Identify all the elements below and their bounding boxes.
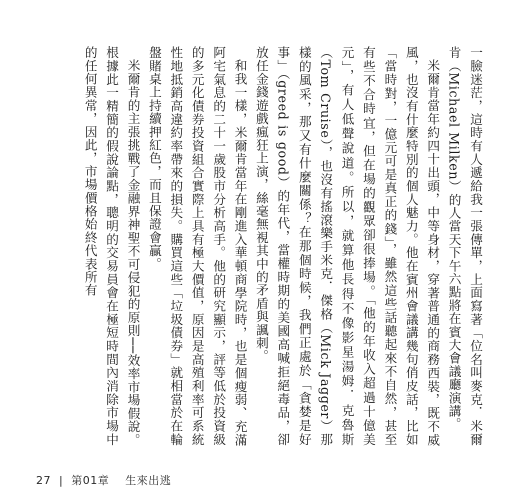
chapter-title: 生來出逃 [125, 474, 172, 487]
page-number: 27 [36, 474, 51, 487]
paragraph-continued: 一臉迷茫，這時有人遞給我一張傳單，上面寫著「位名叫麥克．米爾肯（Michael Milken）的人當天下午六點將在賓大會議廳演講。 [446, 46, 483, 446]
paragraph-wharton: 和我一樣，米爾肯當年在剛進入華頓商學院時，也是個瘦弱、充滿阿宅氣息的二十一歲股市分析高手。他的研究顯示，評等低於投資級的多元化債券投資組合實際上具有極大價值，原因是高殖利率可系統性地抵銷高違約率帶來的損失。購買這些「垃圾債券」就相當於在輪盤賭桌上持續押紅色，而且保證會贏。 [146, 46, 248, 446]
footer-separator: | [59, 474, 64, 487]
page-footer [36, 472, 171, 488]
chapter-number: 第01章 [71, 474, 110, 487]
paragraph-milken-intro: 米爾肯當年約四十出頭，中等身材，穿著普通的商務西裝，既不威風，也沒有什麼特別的個人魅力。他在賓州會議講幾句俏皮話，比如「當時對，一億元可是真正的錢」，雖然這些話聽起來不自然，甚至有些不合時宜，但在場的觀眾卻很捧場。「他的年收入超過十億美元」，有人低聲說道。所以，就算他長得不像影星湯姆．克魯斯（Tom Cruise），也沒有搖滾樂手米克．傑格（Mick Jagger）那樣的風采，那又有什麼關係？在那個時候，我們正處於「貪婪是好事」（greed is good）的年代，當權時期的美國高喊拒絕毒品，卻放任金錢遊戲瘋狂上演，絲毫無視其中的矛盾與諷刺。 [253, 46, 441, 446]
body-text [34, 46, 486, 446]
paragraph-efficient-market: 米爾肯的主張挑戰了金融界神聖不可侵犯的原則──效率市場假說。根據此一精簡的假說論點，聰明的交易員會在極短時間內消除市場中的任何異常，因此，市場價格始終代表所有 [82, 46, 141, 446]
